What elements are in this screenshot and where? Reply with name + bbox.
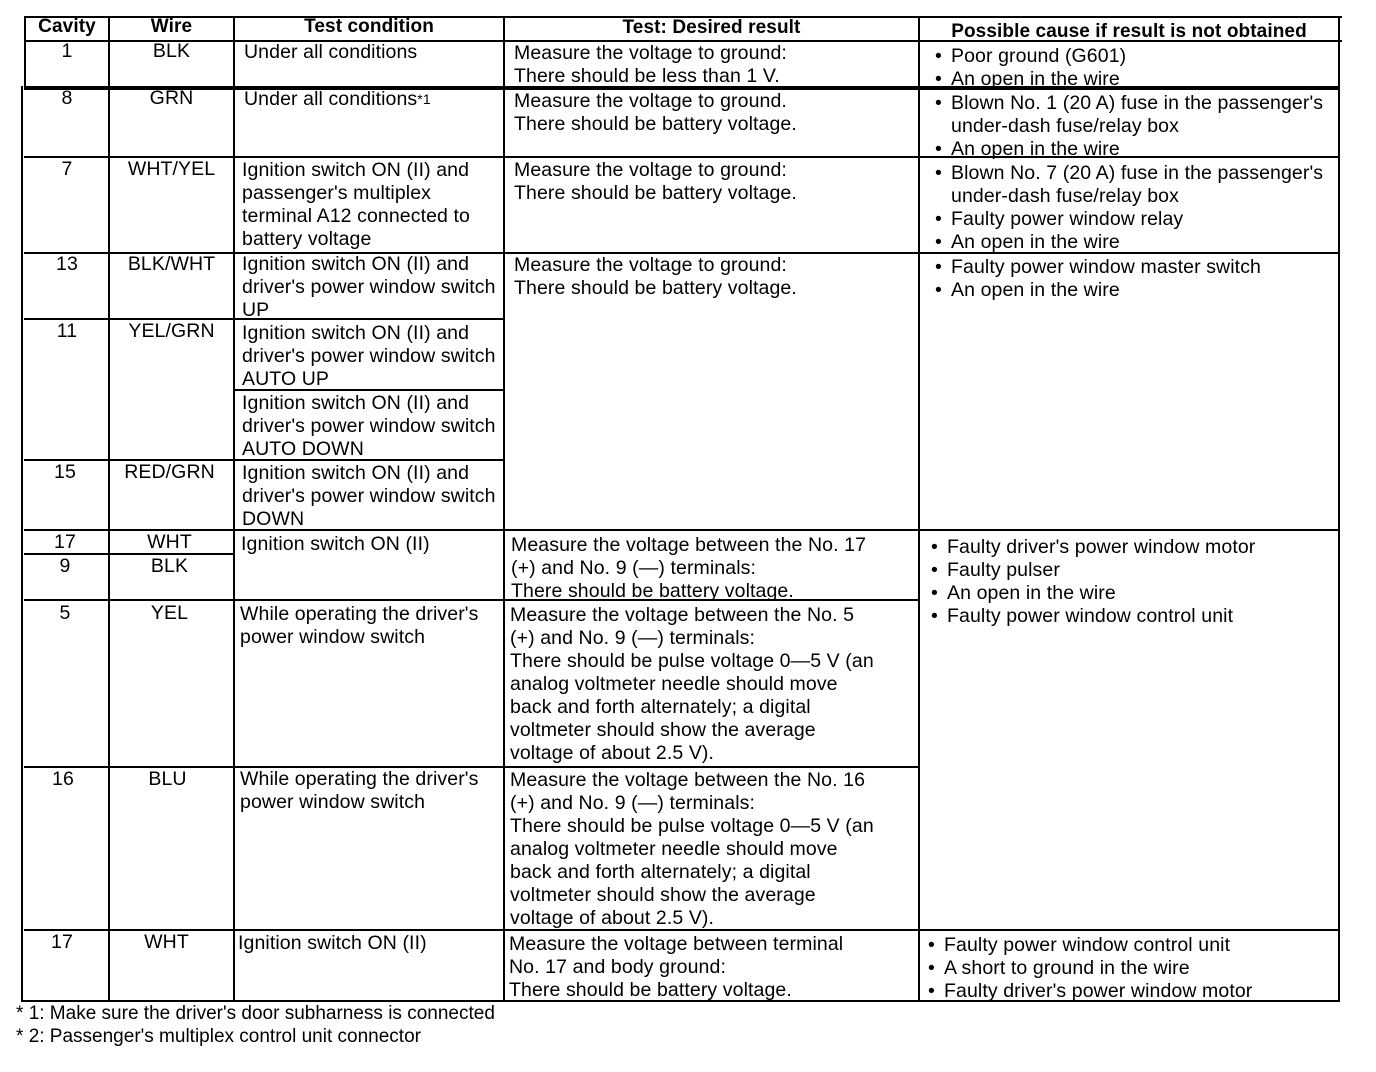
cavity-number: 17 xyxy=(54,531,76,553)
cause-item: • An open in the wire xyxy=(929,279,1329,302)
wire-color: BLK xyxy=(152,40,191,62)
cavity-number: 1 xyxy=(61,40,73,62)
possible-causes xyxy=(929,256,1329,302)
result-line: Measure the voltage to ground. xyxy=(514,90,787,112)
result-line: analog voltmeter needle should move xyxy=(510,838,838,860)
result-line: There should be less than 1 V. xyxy=(514,65,780,87)
column-divider-result xyxy=(503,16,505,1002)
cause-item: • An open in the wire xyxy=(929,68,1337,91)
result-line: (+) and No. 9 (—) terminals: xyxy=(511,557,756,579)
header-possible-cause: Possible cause if result is not obtained xyxy=(951,21,1307,42)
wire-color: RED/GRN xyxy=(124,461,215,483)
cavity-number: 15 xyxy=(54,461,76,483)
cavity-number: 11 xyxy=(56,320,78,342)
cause-item: • A short to ground in the wire xyxy=(922,957,1334,980)
column-divider-cause xyxy=(918,16,920,1002)
cause-item: • Faulty driver's power window motor xyxy=(922,980,1334,1003)
result-line: There should be pulse voltage 0—5 V (an xyxy=(510,815,874,837)
result-line: There should be battery voltage. xyxy=(509,979,792,1001)
cause-item: • Faulty driver's power window motor xyxy=(925,536,1333,559)
result-line: (+) and No. 9 (—) terminals: xyxy=(510,627,755,649)
result-line: (+) and No. 9 (—) terminals: xyxy=(510,792,755,814)
desired-result xyxy=(510,604,915,765)
desired-result xyxy=(511,534,915,603)
result-line: There should be battery voltage. xyxy=(514,113,797,135)
test-condition: Under all conditions xyxy=(244,41,418,63)
test-condition: While operating the driver's power window switch xyxy=(240,603,479,648)
desired-result xyxy=(514,90,914,136)
cavity-number: 9 xyxy=(59,555,71,577)
result-line: Measure the voltage between the No. 17 xyxy=(511,534,867,556)
footnote-mark: * xyxy=(16,1003,24,1024)
cause-item: • Blown No. 7 (20 A) fuse in the passenger's under-dash fuse/relay box xyxy=(929,162,1329,208)
result-line: analog voltmeter needle should move xyxy=(510,673,838,695)
header-desired-result: Test: Desired result xyxy=(622,17,801,38)
column-divider-condition xyxy=(233,16,235,1002)
cause-item: • Faulty power window control unit xyxy=(922,934,1334,957)
wire-color: GRN xyxy=(149,87,194,109)
wire-color: BLK/WHT xyxy=(127,253,216,275)
possible-causes xyxy=(929,92,1329,161)
table-border-right xyxy=(1338,16,1340,1002)
cause-item: • Blown No. 1 (20 A) fuse in the passenger's under-dash fuse/relay box xyxy=(929,92,1329,138)
wire-color: BLK xyxy=(150,555,189,577)
wire-color: YEL/GRN xyxy=(128,320,215,342)
footnote-mark: * xyxy=(16,1026,24,1047)
header-cavity: Cavity xyxy=(38,16,96,37)
cause-item: • Faulty power window master switch xyxy=(929,256,1329,279)
wire-color: WHT/YEL xyxy=(127,158,216,180)
result-line: There should be battery voltage. xyxy=(514,182,797,204)
desired-result xyxy=(514,254,914,300)
condition-text: Under all conditions xyxy=(244,88,418,110)
test-condition: Ignition switch ON (II) xyxy=(238,932,427,954)
wire-color: WHT xyxy=(147,531,192,553)
test-condition: Ignition switch ON (II) and driver's power window switch DOWN xyxy=(242,462,496,530)
result-line: Measure the voltage between the No. 16 xyxy=(510,769,866,791)
test-condition: Ignition switch ON (II) and driver's power window switch UP xyxy=(242,253,496,321)
wire-color: YEL xyxy=(150,602,189,624)
possible-causes xyxy=(929,162,1329,254)
cause-item: • Poor ground (G601) xyxy=(929,45,1337,68)
result-line: Measure the voltage to ground: xyxy=(514,42,787,64)
desired-result xyxy=(509,933,914,1002)
cause-item: • Faulty pulser xyxy=(925,559,1333,582)
result-line: No. 17 and body ground: xyxy=(509,956,726,978)
result-line: voltmeter should show the average xyxy=(510,884,816,906)
cause-item: • An open in the wire xyxy=(929,138,1329,161)
result-line: back and forth alternately; a digital xyxy=(510,861,811,883)
test-condition: While operating the driver's power window switch xyxy=(240,768,479,813)
test-condition xyxy=(244,88,500,111)
test-condition: Ignition switch ON (II) and driver's power window switch AUTO UP xyxy=(242,322,496,390)
table-border-left xyxy=(21,86,23,1002)
result-line: voltage of about 2.5 V). xyxy=(510,742,715,764)
wire-color: WHT xyxy=(144,931,189,953)
cavity-number: 17 xyxy=(51,931,73,953)
result-line: back and forth alternately; a digital xyxy=(510,696,811,718)
desired-result xyxy=(514,159,914,205)
footnote-text: 1: Make sure the driver's door subharness is connected xyxy=(28,1003,495,1024)
cavity-number: 8 xyxy=(61,87,73,109)
possible-causes xyxy=(922,934,1334,1003)
header-wire: Wire xyxy=(150,16,193,37)
result-line: Measure the voltage to ground: xyxy=(514,159,787,181)
cavity-number: 16 xyxy=(52,768,74,790)
cause-item: • An open in the wire xyxy=(925,582,1333,605)
cavity-number: 5 xyxy=(59,602,71,624)
result-line: There should be pulse voltage 0—5 V (an xyxy=(510,650,874,672)
header-test-condition: Test condition xyxy=(304,16,434,37)
result-line: There should be battery voltage. xyxy=(514,277,797,299)
test-condition: Ignition switch ON (II) xyxy=(241,533,430,555)
desired-result xyxy=(514,42,914,88)
result-line: voltmeter should show the average xyxy=(510,719,816,741)
possible-causes xyxy=(925,536,1333,628)
test-condition: Ignition switch ON (II) and passenger's multiplex terminal A12 connected to battery voltage xyxy=(242,159,470,250)
cause-item: • Faulty power window control unit xyxy=(925,605,1333,628)
result-line: Measure the voltage between terminal xyxy=(509,933,844,955)
wire-color: BLU xyxy=(148,768,187,790)
result-line: Measure the voltage to ground: xyxy=(514,254,787,276)
footnote-1 xyxy=(16,1002,495,1025)
cavity-number: 7 xyxy=(61,158,73,180)
cavity-number: 13 xyxy=(56,253,78,275)
result-line: voltage of about 2.5 V). xyxy=(510,907,715,929)
result-line: Measure the voltage between the No. 5 xyxy=(510,604,855,626)
test-condition: Ignition switch ON (II) and driver's power window switch AUTO DOWN xyxy=(242,392,496,460)
cause-item: • An open in the wire xyxy=(929,231,1329,254)
footnote-text: 2: Passenger's multiplex control unit connector xyxy=(28,1026,421,1047)
footnote-marker: *1 xyxy=(417,91,431,107)
result-line: There should be battery voltage. xyxy=(511,580,794,602)
cause-item: • Faulty power window relay xyxy=(929,208,1329,231)
desired-result xyxy=(510,769,915,930)
footnote-2 xyxy=(16,1025,421,1048)
possible-causes xyxy=(929,45,1337,91)
